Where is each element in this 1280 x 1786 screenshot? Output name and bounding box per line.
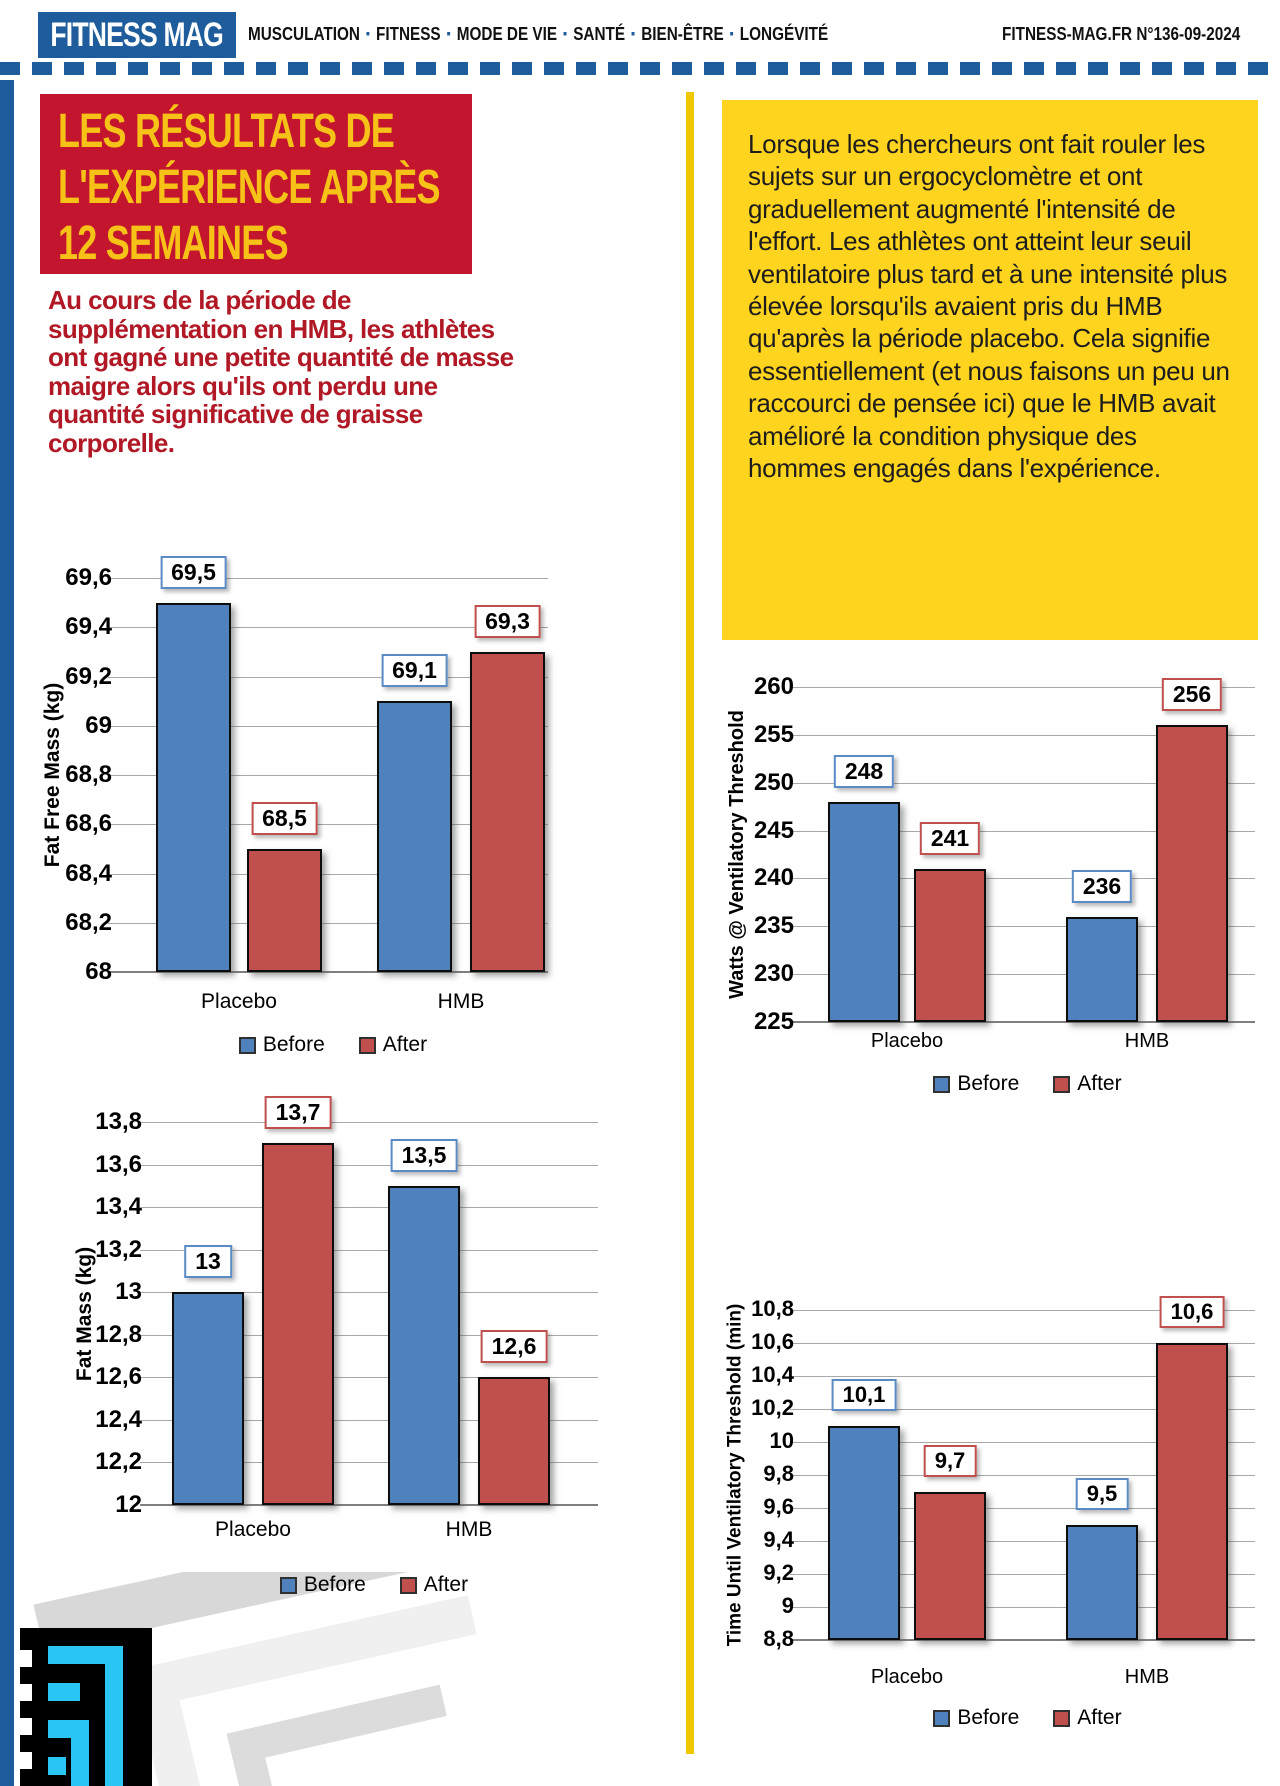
bar-hmb-after <box>1156 725 1228 1022</box>
bar-placebo-before <box>828 802 900 1022</box>
legend-label: After <box>382 1033 428 1056</box>
chart-legend <box>800 1706 1255 1730</box>
y-tick-label: 10,2 <box>751 1395 794 1420</box>
menu-item: FITNESS <box>376 24 441 44</box>
y-tick-label: 69,2 <box>65 662 112 690</box>
chart-time-until-ventilatory <box>700 1260 1280 1786</box>
y-tick-label: 12,4 <box>95 1405 142 1433</box>
y-tick-label: 9,4 <box>763 1527 794 1552</box>
value-label: 12,6 <box>481 1330 548 1363</box>
y-tick-label: 12,8 <box>95 1320 142 1348</box>
y-tick-label: 12,6 <box>95 1363 142 1391</box>
headline-line-3: 12 SEMAINES <box>58 217 288 270</box>
x-category-label: HMB <box>437 990 485 1013</box>
legend-label: Before <box>957 1072 1020 1095</box>
article-title-box <box>40 94 472 274</box>
y-tick-label: 260 <box>753 673 794 700</box>
y-tick-label: 9 <box>781 1593 794 1618</box>
y-tick-label: 9,8 <box>763 1461 794 1486</box>
bar-hmb-before <box>1066 1525 1138 1641</box>
y-axis-title: Fat Mass (kg) <box>73 1246 97 1381</box>
y-tick-label: 255 <box>753 720 794 748</box>
legend-item-before <box>239 1033 325 1057</box>
y-tick-label: 9,6 <box>763 1494 794 1519</box>
logo-text: FITNESS MAG <box>50 15 224 54</box>
legend-item-before <box>280 1573 366 1597</box>
bar-placebo-before <box>172 1292 244 1505</box>
value-label: 10,1 <box>832 1379 897 1411</box>
y-tick-label: 12 <box>115 1491 142 1518</box>
legend-label: After <box>1077 1072 1122 1095</box>
value-label: 248 <box>834 755 894 788</box>
y-tick-label: 68,4 <box>65 859 112 887</box>
y-tick-label: 225 <box>753 1008 794 1035</box>
legend-item-after <box>359 1033 427 1057</box>
menu-item: LONGÉVITÉ <box>739 24 829 44</box>
legend-label: After <box>1077 1706 1122 1729</box>
bar-hmb-before <box>377 701 452 972</box>
x-category-label: Placebo <box>870 1030 944 1052</box>
legend-item-before <box>933 1072 1019 1096</box>
x-category-label: HMB <box>1124 1030 1170 1052</box>
fitness-mag-logo <box>38 12 236 58</box>
chart-fat-free-mass <box>30 490 630 1070</box>
bar-hmb-after <box>478 1377 550 1505</box>
y-axis-title: Fat Free Mass (kg) <box>41 682 65 868</box>
legend-item-after <box>1053 1072 1121 1096</box>
bar-placebo-before <box>828 1426 900 1641</box>
legend-swatch-icon <box>933 1710 950 1727</box>
chart-legend <box>118 1033 548 1057</box>
bar-placebo-after <box>914 869 986 1022</box>
square-separator-icon: ▪ <box>446 25 451 41</box>
legend-label: Before <box>262 1033 325 1056</box>
y-tick-label: 68,6 <box>65 810 112 838</box>
value-label: 9,5 <box>1076 1478 1129 1510</box>
y-tick-label: 9,2 <box>763 1560 794 1585</box>
x-category-label: HMB <box>445 1518 493 1541</box>
y-tick-label: 10,6 <box>751 1329 794 1354</box>
gridline <box>140 1165 598 1166</box>
chart-legend <box>150 1573 598 1597</box>
value-label: 69,5 <box>160 556 227 589</box>
callout-box: Lorsque les chercheurs ont fait rouler les sujets sur un ergocyclomètre et ont graduellement augmenté l'intensité de l'effort. Les athlètes ont atteint leur seuil ventilatoire plus tard et à une intensité plus élevée lorsqu'ils avaient pris du HMB qu'après la période placebo. Cela signifie essentiellement (et nous faisons un peu un raccourci de pensée ici) que le HMB avait amélioré la condition physique des hommes engagés dans l'expérience. <box>722 100 1258 640</box>
bar-hmb-after <box>470 652 545 972</box>
header-menu <box>248 24 828 45</box>
gridline <box>140 1122 598 1123</box>
legend-item-after <box>400 1573 468 1597</box>
chart-legend <box>800 1072 1255 1096</box>
legend-swatch-icon <box>280 1577 297 1594</box>
menu-item: MUSCULATION <box>248 24 360 44</box>
legend-swatch-icon <box>1053 1710 1070 1727</box>
x-category-label: Placebo <box>870 1666 944 1688</box>
y-tick-label: 245 <box>753 816 794 844</box>
intro-paragraph: Au cours de la période de supplémentation en HMB, les athlètes ont gagné une petite quantité de masse maigre alors qu'ils ont perdu une quantité significative de graisse corporelle. <box>48 285 514 458</box>
legend-item-before <box>933 1706 1019 1730</box>
y-tick-label: 13,6 <box>95 1150 142 1178</box>
left-blue-border <box>0 80 14 1786</box>
legend-swatch-icon <box>400 1577 417 1594</box>
legend-label: Before <box>303 1573 366 1596</box>
x-category-label: Placebo <box>215 1518 291 1541</box>
legend-label: Before <box>957 1706 1020 1729</box>
value-label: 13,5 <box>391 1139 458 1172</box>
bar-placebo-after <box>262 1143 334 1505</box>
value-label: 9,7 <box>924 1445 977 1477</box>
y-tick-label: 13,4 <box>95 1193 142 1221</box>
legend-swatch-icon <box>933 1076 950 1093</box>
y-tick-label: 250 <box>753 768 794 796</box>
chart-watts-ventilatory <box>700 640 1280 1200</box>
y-tick-label: 68,2 <box>65 908 112 936</box>
y-tick-label: 69 <box>85 711 112 739</box>
dashed-divider <box>0 62 1280 75</box>
headline-line-2: L'EXPÉRIENCE APRÈS <box>58 161 440 214</box>
y-tick-label: 69,6 <box>65 564 112 591</box>
y-tick-label: 68,8 <box>65 761 112 788</box>
square-separator-icon: ▪ <box>729 25 734 41</box>
y-tick-label: 68 <box>85 958 112 985</box>
bar-hmb-after <box>1156 1343 1228 1640</box>
bar-placebo-after <box>914 1492 986 1641</box>
y-tick-label: 12,2 <box>95 1448 142 1476</box>
x-category-label: Placebo <box>201 990 277 1013</box>
bar-hmb-before <box>1066 917 1138 1022</box>
y-tick-label: 69,4 <box>65 613 112 641</box>
value-label: 13,7 <box>265 1096 332 1129</box>
bar-placebo-after <box>247 849 322 972</box>
legend-label: After <box>423 1573 469 1596</box>
menu-item: SANTÉ <box>573 24 626 44</box>
y-tick-label: 13,8 <box>95 1108 142 1135</box>
y-tick-label: 10,8 <box>751 1296 794 1321</box>
value-label: 69,3 <box>474 605 541 638</box>
y-tick-label: 8,8 <box>763 1626 794 1651</box>
value-label: 241 <box>920 822 980 855</box>
y-tick-label: 230 <box>753 960 794 988</box>
headline-line-1: LES RÉSULTATS DE <box>58 105 395 158</box>
x-category-label: HMB <box>1124 1666 1170 1688</box>
gridline <box>140 1207 598 1208</box>
value-label: 69,1 <box>381 654 448 687</box>
bar-placebo-before <box>156 603 231 972</box>
square-separator-icon: ▪ <box>631 25 636 41</box>
y-tick-label: 13,2 <box>95 1235 142 1263</box>
bar-hmb-before <box>388 1186 460 1505</box>
legend-item-after <box>1053 1706 1121 1730</box>
value-label: 68,5 <box>251 802 318 835</box>
value-label: 256 <box>1162 678 1222 711</box>
legend-swatch-icon <box>1053 1076 1070 1093</box>
legend-swatch-icon <box>239 1037 256 1054</box>
y-axis-title: Time Until Ventilatory Threshold (min) <box>724 1303 745 1647</box>
value-label: 10,6 <box>1160 1296 1225 1328</box>
issue-info: FITNESS-MAG.FR N°136-09-2024 <box>1001 24 1240 44</box>
square-separator-icon: ▪ <box>365 25 371 41</box>
menu-item: MODE DE VIE <box>456 24 558 44</box>
menu-item: BIEN-ÊTRE <box>641 24 724 44</box>
legend-swatch-icon <box>359 1037 376 1054</box>
square-separator-icon: ▪ <box>563 25 568 41</box>
y-tick-label: 10 <box>769 1428 794 1453</box>
value-label: 13 <box>184 1245 232 1278</box>
y-tick-label: 10,4 <box>751 1362 794 1387</box>
y-tick-label: 240 <box>753 864 794 892</box>
y-tick-label: 235 <box>753 912 794 940</box>
maze-logo <box>14 1628 156 1786</box>
chart-fat-mass <box>30 1080 630 1620</box>
yellow-column-divider <box>686 92 694 1754</box>
y-tick-label: 13 <box>115 1278 142 1306</box>
value-label: 236 <box>1072 870 1132 903</box>
y-axis-title: Watts @ Ventilatory Threshold <box>725 710 748 999</box>
